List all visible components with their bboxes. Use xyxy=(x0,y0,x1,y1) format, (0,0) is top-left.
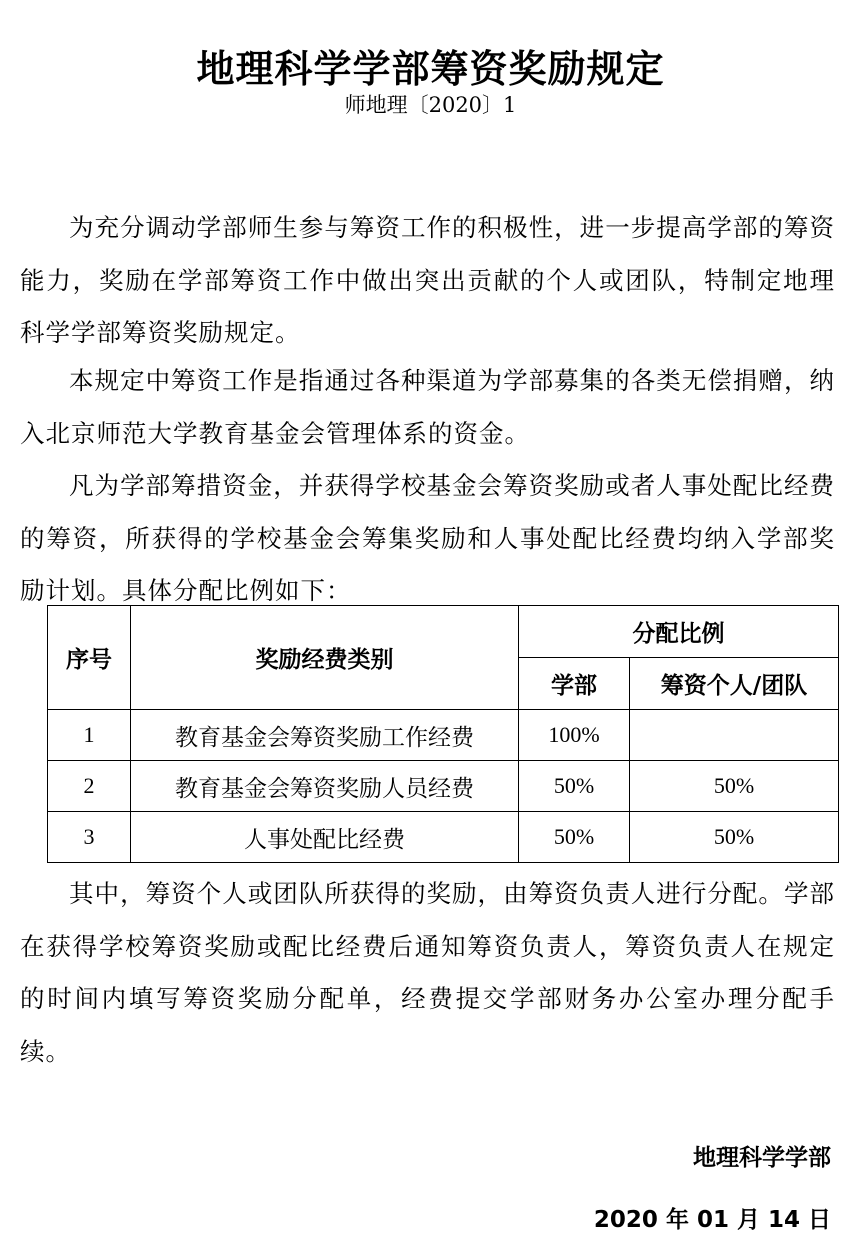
row-department-share: 50% xyxy=(519,812,630,863)
table-row xyxy=(48,710,839,761)
header-category: 奖励经费类别 xyxy=(131,606,519,710)
row-individual-share: 50% xyxy=(630,761,839,812)
document-number: 师地理〔2020〕1 xyxy=(344,93,517,117)
header-ratio: 分配比例 xyxy=(519,606,839,658)
row-index: 3 xyxy=(48,812,131,863)
table-row xyxy=(48,812,839,863)
document-title: 地理科学学部筹资奖励规定 xyxy=(196,47,665,92)
row-category: 人事处配比经费 xyxy=(131,812,519,863)
row-category: 教育基金会筹资奖励人员经费 xyxy=(131,761,519,812)
row-index: 2 xyxy=(48,761,131,812)
row-category: 教育基金会筹资奖励工作经费 xyxy=(131,710,519,761)
paragraph-scope: 凡为学部筹措资金，并获得学校基金会筹资奖励或者人事处配比经费的筹资，所获得的学校基金会筹集奖励和人事处配比经费均纳入学部奖励计划。具体分配比例如下： xyxy=(20,471,835,605)
row-department-share: 50% xyxy=(519,761,630,812)
header-index: 序号 xyxy=(48,606,131,710)
paragraph-purpose: 为充分调动学部师生参与筹资工作的积极性，进一步提高学部的筹资能力，奖励在学部筹资工作中做出突出贡献的个人或团队，特制定地理科学学部筹资奖励规定。 xyxy=(20,213,835,347)
header-individual: 筹资个人/团队 xyxy=(630,658,839,710)
signing-date: 2020 年 01 月 14 日 xyxy=(593,1207,831,1233)
allocation-table xyxy=(47,605,839,863)
table-row xyxy=(48,761,839,812)
paragraph-distribution: 其中，筹资个人或团队所获得的奖励，由筹资负责人进行分配。学部在获得学校筹资奖励或配比经费后通知筹资负责人，筹资负责人在规定的时间内填写筹资奖励分配单，经费提交学部财务办公室办理分配手续。 xyxy=(20,879,835,1066)
row-individual-share: 50% xyxy=(630,812,839,863)
signing-organization: 地理科学学部 xyxy=(693,1145,831,1171)
row-index: 1 xyxy=(48,710,131,761)
header-department: 学部 xyxy=(519,658,630,710)
row-individual-share xyxy=(630,710,839,761)
paragraph-definition: 本规定中筹资工作是指通过各种渠道为学部募集的各类无偿捐赠，纳入北京师范大学教育基金会管理体系的资金。 xyxy=(20,366,835,448)
row-department-share: 100% xyxy=(519,710,630,761)
